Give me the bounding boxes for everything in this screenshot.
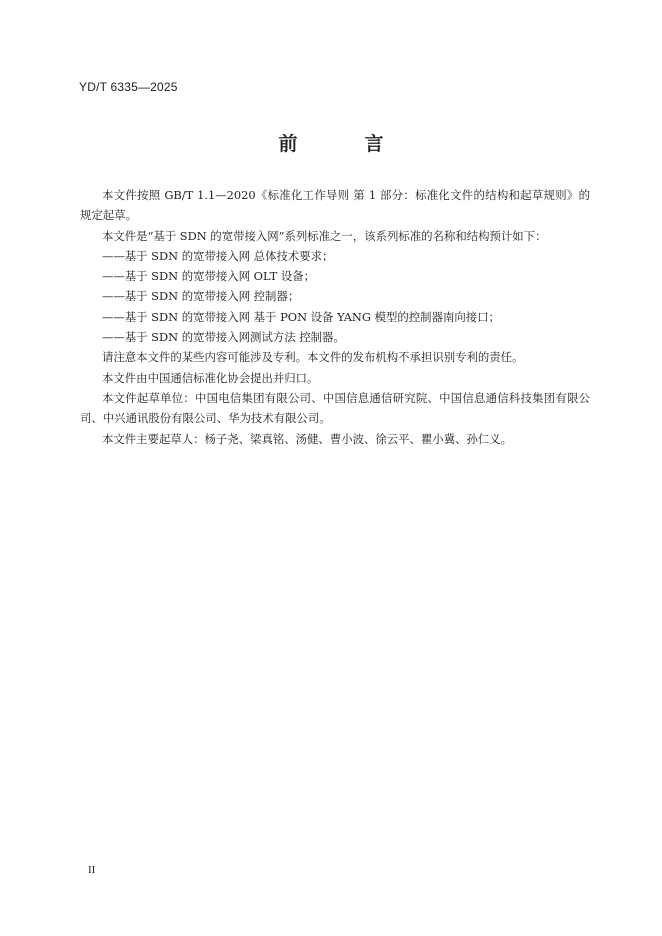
list-item: ——基于 SDN 的宽带接入网 基于 PON 设备 YANG 模型的控制器南向接口； xyxy=(102,309,500,324)
page-title: 前 言 xyxy=(278,133,408,155)
list-item: ——基于 SDN 的宽带接入网 OLT 设备； xyxy=(102,269,316,284)
paragraph-drafting-units: 本文件起草单位：中国电信集团有限公司、中国信息通信研究院、中国信息通信科技集团有限公司、中兴通讯股份有限公司、华为技术有限公司。 xyxy=(80,390,590,426)
paragraph-drafting-rules: 本文件按照 GB/T 1.1—2020《标准化工作导则 第 1 部分：标准化文件的结构和起草规则》的规定起草。 xyxy=(80,188,590,223)
list-item: ——基于 SDN 的宽带接入网测试方法 控制器。 xyxy=(102,330,345,345)
paragraph-patent-notice: 请注意本文件的某些内容可能涉及专利。本文件的发布机构不承担识别专利的责任。 xyxy=(102,350,524,365)
paragraph-drafters: 本文件主要起草人：杨子尧、梁真铭、汤健、曹小波、徐云平、瞿小冀、孙仁义。 xyxy=(102,431,513,446)
page-number: II xyxy=(88,864,96,876)
list-item: ——基于 SDN 的宽带接入网 总体技术要求； xyxy=(102,248,334,263)
paragraph-series-intro: 本文件是“基于 SDN 的宽带接入网”系列标准之一，该系列标准的名称和结构预计如下： xyxy=(102,228,547,243)
list-item: ——基于 SDN 的宽带接入网 控制器； xyxy=(102,289,300,304)
document-body xyxy=(80,185,590,449)
paragraph-proposer: 本文件由中国通信标准化协会提出并归口。 xyxy=(102,370,319,385)
standard-code: YD/T 6335—2025 xyxy=(79,80,178,94)
